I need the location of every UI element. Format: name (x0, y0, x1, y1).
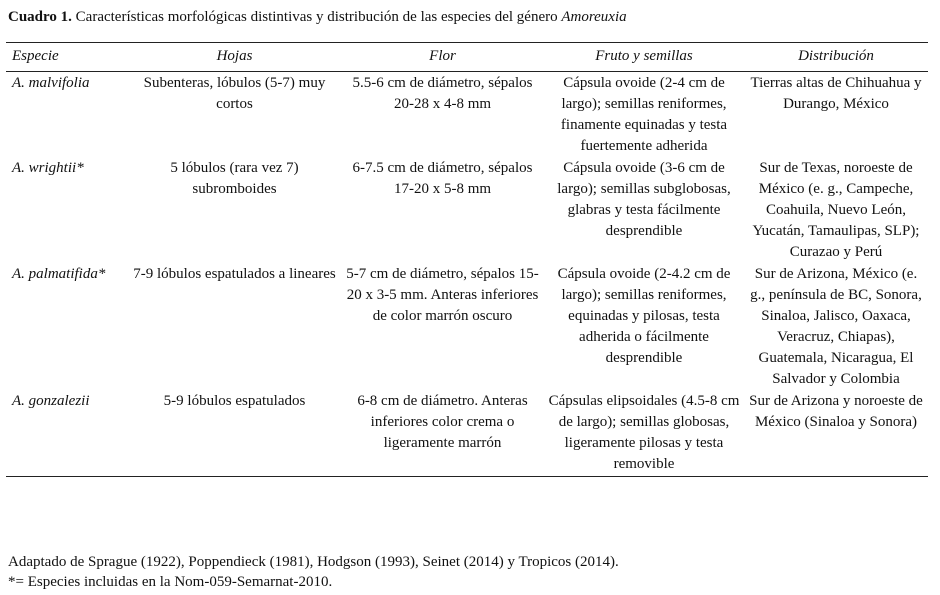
table-row (6, 157, 928, 263)
table-row (6, 390, 928, 477)
flor-cell: 6-7.5 cm de diámetro, sépalos 17-20 x 5-8 mm (352, 160, 533, 197)
species-mark: * (76, 160, 84, 176)
flor-cell: 6-8 cm de diámetro. Anteras inferiores color crema o ligeramente marrón (341, 390, 544, 477)
table-row (6, 263, 928, 390)
header-flor: Flor (341, 43, 544, 72)
species-cell (6, 157, 128, 263)
distribucion-cell: Sur de Arizona, México (e. g., península de BC, Sonora, Sinaloa, Jalisco, Oaxaca, Veracruz, Chiapas), Guatemala, Nicaragua, El Salvador y Colombia (750, 266, 922, 387)
species-cell (6, 263, 128, 390)
caption-text: Características morfológicas distintivas y distribución de las especies del género (71, 9, 562, 25)
fruto-cell: Cápsula ovoide (2-4.2 cm de largo); semillas reniformes, equinadas y pilosas, testa adherida o fácilmente desprendible (557, 266, 731, 366)
caption-label: Cuadro 1. (8, 9, 72, 25)
species-name: A. wrightii (12, 160, 77, 176)
header-especie: Especie (6, 43, 128, 72)
species-name: A. malvifolia (12, 75, 90, 91)
fruto-cell: Cápsula ovoide (3-6 cm de largo); semillas subglobosas, glabras y testa fácilmente desprendible (557, 160, 731, 239)
table-header-row (6, 43, 928, 72)
asterisk-note: *= Especies incluidas en la Nom-059-Semarnat-2010. (8, 574, 333, 590)
header-hojas: Hojas (128, 43, 341, 72)
table-footnotes (8, 552, 619, 592)
distribucion-cell: Sur de Arizona y noroeste de México (Sinaloa y Sonora) (744, 390, 928, 477)
caption-genus: Amoreuxia (561, 9, 627, 25)
hojas-cell: 5 lóbulos (rara vez 7) subromboides (170, 160, 299, 197)
species-cell (6, 390, 128, 477)
flor-cell: 5-7 cm de diámetro, sépalos 15-20 x 3-5 mm. Anteras inferiores de color marrón oscuro (346, 266, 539, 324)
distribucion-cell: Sur de Texas, noroeste de México (e. g., Campeche, Coahuila, Nuevo León, Yucatán, Tamaulipas, SLP); Curazao y Perú (752, 160, 920, 260)
species-mark: * (97, 266, 106, 282)
species-name: A. gonzalezii (12, 393, 90, 409)
hojas-cell: Subenteras, lóbulos (5-7) muy cortos (143, 75, 326, 112)
distribucion-cell: Tierras altas de Chihuahua y Durango, México (750, 75, 922, 112)
species-name: A. palmatifida (12, 266, 98, 282)
hojas-cell: 7-9 lóbulos espatulados a lineares (133, 266, 336, 282)
table-caption (8, 8, 627, 27)
fruto-cell: Cápsulas elipsoidales (4.5-8 cm de largo); semillas globosas, ligeramente pilosas y testa removible (544, 390, 744, 477)
header-distribucion: Distribución (744, 43, 928, 72)
flor-cell: 5.5-6 cm de diámetro, sépalos 20-28 x 4-8 mm (352, 75, 533, 112)
header-fruto: Fruto y semillas (544, 43, 744, 72)
fruto-cell: Cápsula ovoide (2-4 cm de largo); semillas reniformes, finamente equinadas y testa fuertemente adherida (560, 75, 728, 154)
source-note: Adaptado de Sprague (1922), Poppendieck (1981), Hodgson (1993), Seinet (2014) y Tropicos (2014). (8, 554, 619, 570)
species-cell (6, 72, 128, 158)
hojas-cell: 5-9 lóbulos espatulados (128, 390, 341, 477)
table-row (6, 72, 928, 158)
species-table (6, 42, 928, 477)
